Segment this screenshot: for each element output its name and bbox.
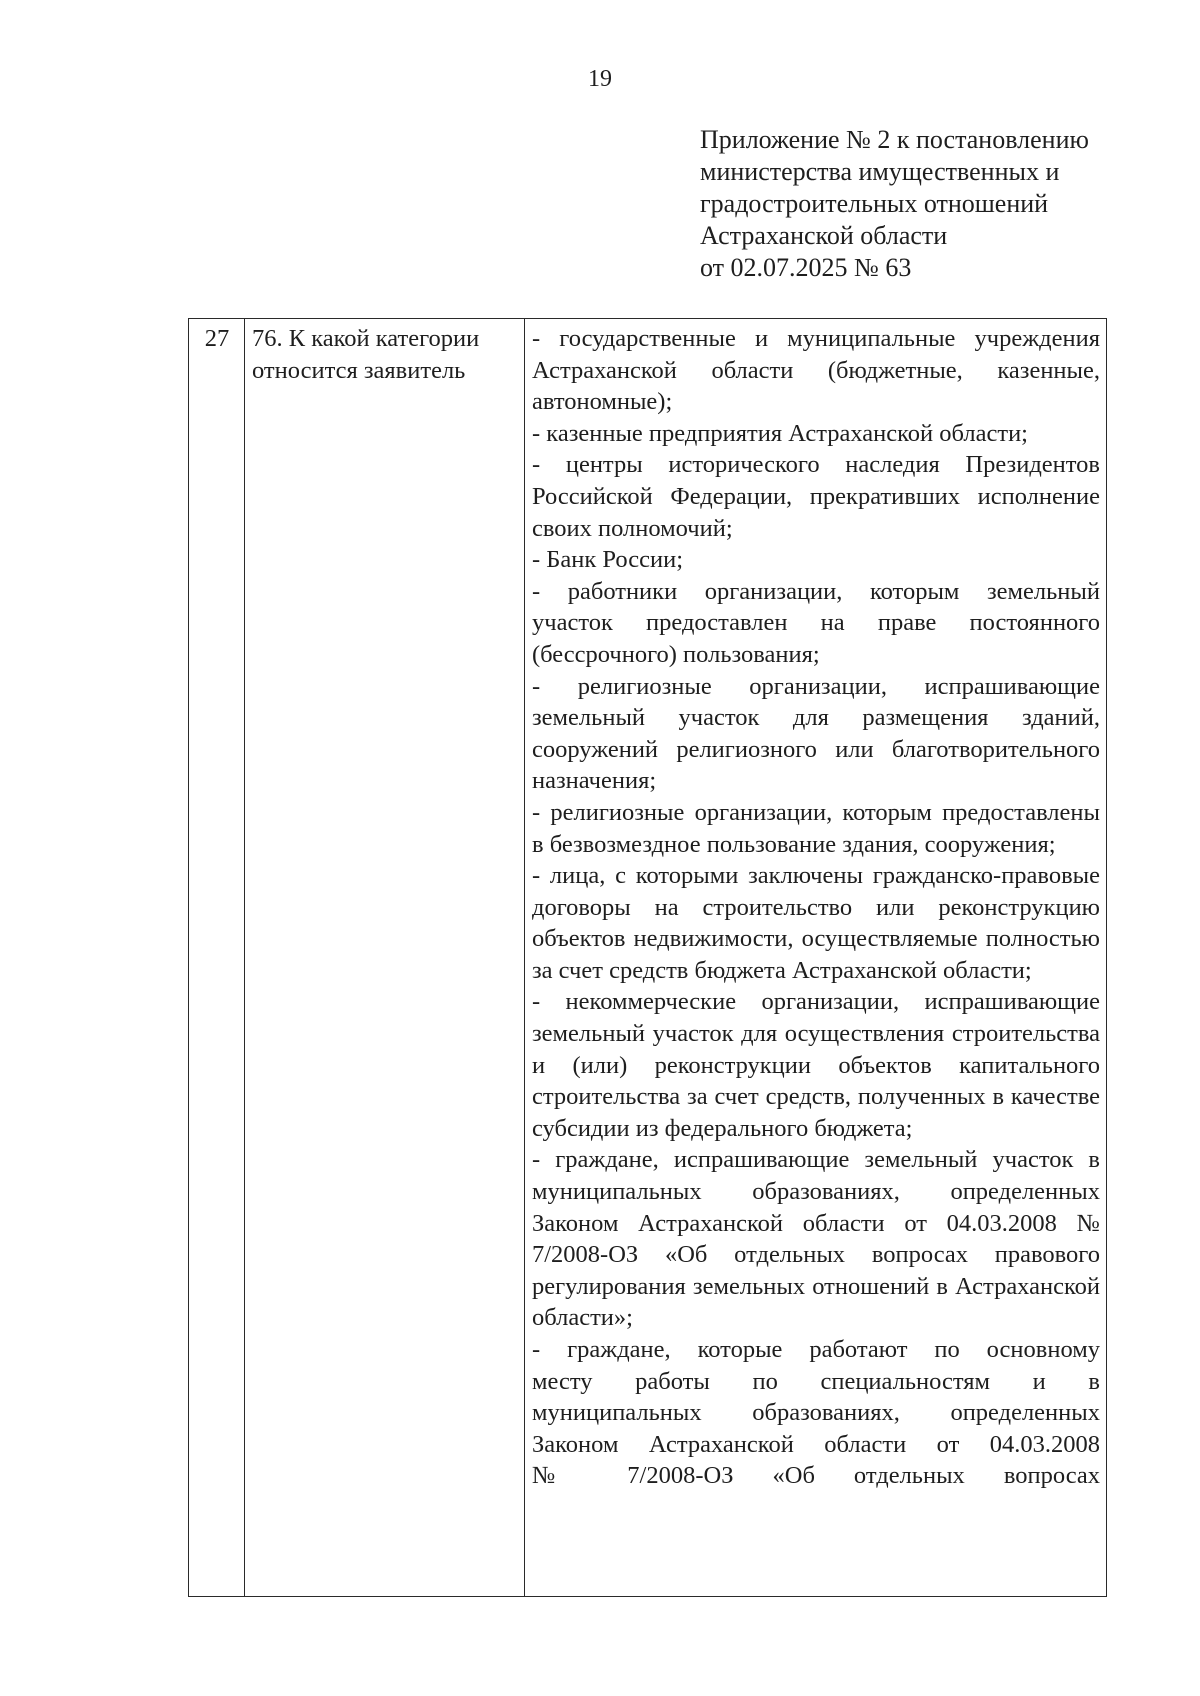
answer-line: - граждане, которые работают по основному bbox=[532, 1336, 1100, 1363]
answer-item: - религиозные организации, испрашивающие земельный участок для размещения зданий, сооружений религиозного или благотворительного назначения; bbox=[532, 672, 1100, 795]
answers-cell bbox=[525, 319, 1107, 1597]
appendix-header bbox=[700, 124, 1170, 284]
answer-item: - центры исторического наследия Президентов Российской Федерации, прекративших исполнение своих полномочий; bbox=[532, 451, 1100, 542]
row-number: 27 bbox=[189, 319, 245, 1597]
answer-item: - граждане, испрашивающие земельный участок в муниципальных образованиях, определенных Законом Астраханской области от 04.03.2008 № 7/2008-ОЗ «Об отдельных вопросах правового регулирования земельных отношений в Астраханской области»; bbox=[532, 1146, 1100, 1332]
answer-line: муниципальных образованиях, определенных bbox=[532, 1399, 1100, 1427]
answer-item: - государственные и муниципальные учреждения Астраханской области (бюджетные, казенные, автономные); bbox=[532, 325, 1100, 416]
answer-line: месту работы по специальностям и в bbox=[532, 1367, 1100, 1395]
answer-item: - религиозные организации, которым предоставлены в безвозмездное пользование здания, сооружения; bbox=[532, 798, 1100, 858]
appendix-line: градостроительных отношений bbox=[700, 189, 1049, 218]
applicant-category-table bbox=[188, 318, 1107, 1597]
answer-item-continued bbox=[532, 1334, 1100, 1492]
question-cell: 76. К какой категории относится заявитель bbox=[245, 319, 525, 1597]
table-row bbox=[189, 319, 1107, 1597]
appendix-line: министерства имущественных и bbox=[700, 157, 1060, 186]
appendix-line: Приложение № 2 к постановлению bbox=[700, 125, 1089, 154]
appendix-line: от 02.07.2025 № 63 bbox=[700, 253, 912, 282]
page-number: 19 bbox=[588, 66, 612, 92]
answer-item: - Банк России; bbox=[532, 546, 684, 574]
answer-item: - работники организации, которым земельный участок предоставлен на праве постоянного (бессрочного) пользования; bbox=[532, 577, 1100, 668]
answer-item: - некоммерческие организации, испрашивающие земельный участок для осуществления строительства и (или) реконструкции объектов капитального строительства за счет средств, полученных в качестве субсидии из федерального бюджета; bbox=[532, 988, 1100, 1142]
appendix-line: Астраханской области bbox=[700, 221, 948, 250]
answer-item: - казенные предприятия Астраханской области; bbox=[532, 419, 1028, 447]
answer-item: - лица, с которыми заключены гражданско-правовые договоры на строительство или реконструкцию объектов недвижимости, осуществляемые полностью за счет средств бюджета Астраханской области; bbox=[532, 862, 1100, 984]
answer-line: № 7/2008-ОЗ «Об отдельных вопросах bbox=[532, 1462, 1100, 1490]
answer-line: Законом Астраханской области от 04.03.2008 bbox=[532, 1430, 1100, 1458]
